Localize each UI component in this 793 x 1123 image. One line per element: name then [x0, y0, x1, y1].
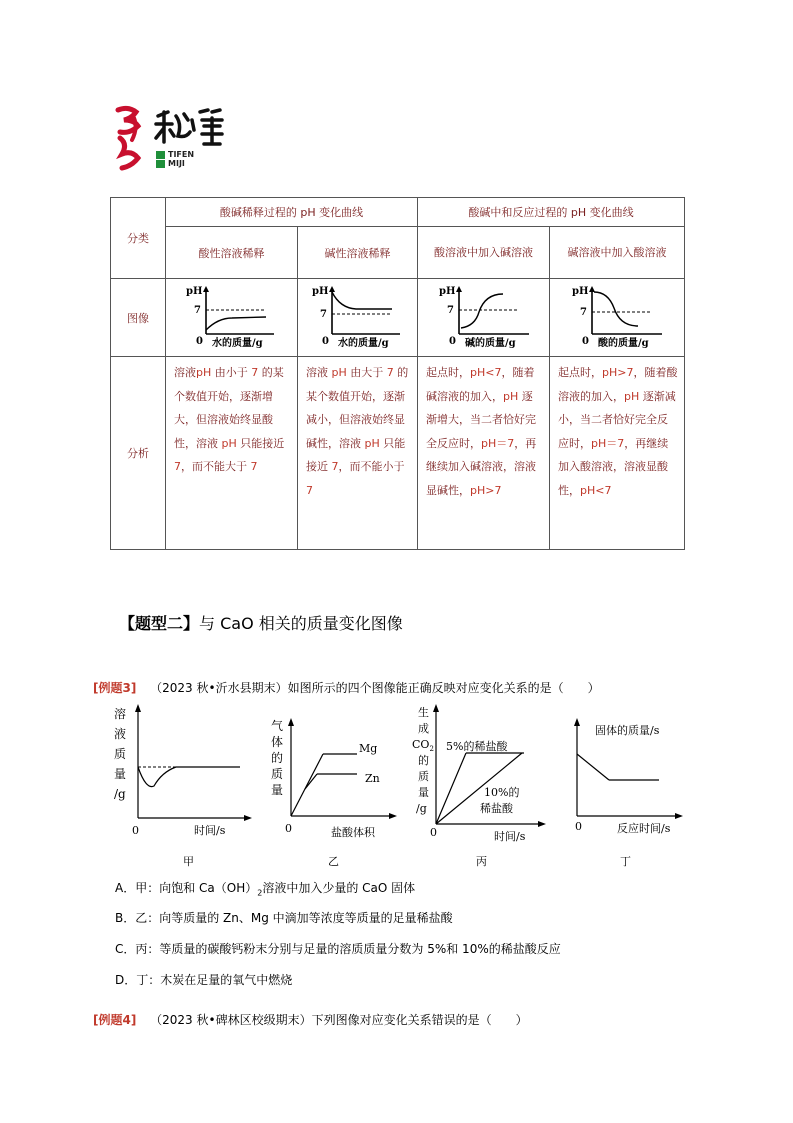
graph-origin: 0 [321, 336, 329, 347]
ph-graph-base-add-acid [562, 282, 672, 350]
header-neutralization: 酸碱中和反应过程的 pH 变化曲线 [418, 198, 685, 227]
graph-caption-ding: 丁 [620, 855, 631, 868]
sub-base-dilution: 碱性溶液稀释 [298, 227, 418, 279]
graph-ylabel: pH [572, 286, 589, 297]
analysis-acid-dilution: 溶液pH 由小于 7 的某个数值开始，逐渐增大，但溶液始终显酸性，溶液 pH 只能接近 7，而不能大于 7 [166, 357, 298, 550]
series-label-acid: 稀盐酸 [480, 802, 513, 815]
graph-caption-jia: 甲 [183, 855, 194, 868]
ylabel-char: 量 [418, 786, 429, 799]
row-label-category: 分类 [111, 198, 166, 279]
analysis-base-add-acid: 起点时，pH>7，随着酸溶液的加入，pH 逐渐减小，当二者恰好完全反应时，pH＝7，再继续加入酸溶液，溶液显酸性，pH<7 [550, 357, 685, 550]
graph-origin: 0 [582, 336, 589, 347]
ph-graph-acid-dilution [182, 282, 282, 350]
logo-mark-icon [156, 151, 165, 168]
graph-cell-acid-dilution [166, 279, 298, 357]
graph-cell-base-add-acid [550, 279, 685, 357]
graph-ymark: 7 [319, 309, 327, 320]
ylabel-char: 成 [418, 722, 429, 735]
header-dilution: 酸碱稀释过程的 pH 变化曲线 [166, 198, 418, 227]
graph-yi [265, 716, 405, 842]
graph-ymark: 7 [193, 305, 201, 316]
example4-tag: [例题4] [93, 1013, 137, 1027]
xlabel: 反应时间/s [617, 822, 671, 835]
example4-question [93, 1011, 528, 1028]
analysis-acid-add-base: 起点时，pH<7，随着碱溶液的加入，pH 逐渐增大，当二者恰好完全反应时，pH＝7，再继续加入碱溶液，溶液显碱性，pH>7 [418, 357, 550, 550]
series-label-5pct: 5%的稀盐酸 [446, 740, 508, 753]
example3-question [93, 679, 600, 696]
graph-bing [410, 702, 555, 842]
graph-xlabel: 酸的质量/g [598, 338, 649, 349]
graph-ylabel: pH [438, 286, 455, 297]
ylabel-char: 质 [114, 747, 127, 761]
section-title-bracket: 【题型二】 [119, 614, 200, 633]
ylabel-char: 生 [418, 706, 429, 719]
section-title [119, 611, 403, 634]
series-label-10pct: 10%的 [484, 786, 520, 799]
ylabel-char: /g [114, 787, 126, 801]
ylabel-co2: $CO_2$ [412, 738, 434, 753]
xlabel: 时间/s [194, 824, 226, 837]
graph-caption-yi: 乙 [328, 855, 339, 868]
graph-xlabel: 水的质量/g [337, 338, 389, 349]
section-title-text: 与 CaO 相关的质量变化图像 [199, 614, 403, 633]
graph-ymark: 7 [446, 305, 454, 316]
logo-brand-text [168, 150, 194, 168]
series-label-zn: Zn [365, 772, 380, 785]
row-label-image: 图像 [111, 279, 166, 357]
graph-cell-base-dilution [298, 279, 418, 357]
sub-acid-dilution: 酸性溶液稀释 [166, 227, 298, 279]
ylabel-char: 的 [271, 751, 284, 765]
graph-ylabel: pH [311, 286, 328, 297]
row-label-analysis: 分析 [111, 357, 166, 550]
example3-text: （2023 秋•沂水县期末）如图所示的四个图像能正确反映对应变化关系的是（ ） [150, 681, 600, 695]
graph-origin: 0 [195, 336, 203, 347]
origin-label: 0 [430, 826, 437, 839]
graph-xlabel: 水的质量/g [211, 338, 263, 349]
ylabel: 固体的质量/s [595, 724, 660, 737]
ylabel-char: 质 [271, 767, 284, 781]
origin-label: 0 [132, 824, 139, 837]
graph-ymark: 7 [580, 307, 587, 318]
ylabel-char: 液 [114, 727, 127, 741]
option-a[interactable]: A．甲：向饱和 $Ca(OH)_2$溶液中加入少量的 CaO 固体 [115, 881, 416, 898]
ylabel-char: 的 [418, 754, 429, 767]
example4-text: （2023 秋•碑林区校级期末）下列图像对应变化关系错误的是（ ） [150, 1013, 528, 1027]
analysis-base-dilution: 溶液 pH 由大于 7 的某个数值开始，逐渐减小，但溶液始终显碱性，溶液 pH 只能接近 7，而不能小于 7 [298, 357, 418, 550]
origin-label: 0 [575, 820, 582, 833]
graph-ding [565, 716, 690, 842]
logo-brand-line2: MIJI [168, 159, 185, 168]
graph-jia [110, 702, 260, 842]
graph-xlabel: 碱的质量/g [464, 338, 516, 349]
sub-base-add-acid: 碱溶液中加入酸溶液 [550, 227, 685, 279]
xlabel: 时间/s [494, 830, 526, 842]
option-c[interactable]: C．丙：等质量的碳酸钙粉末分别与足量的溶质质量分数为 5%和 10%的稀盐酸反应 [115, 942, 561, 956]
ylabel-char: 质 [418, 770, 429, 783]
ph-graph-acid-add-base [429, 282, 539, 350]
ph-graph-base-dilution [308, 282, 408, 350]
graph-ylabel: pH [185, 286, 202, 297]
ph-curve-table [110, 197, 685, 550]
ylabel-char: /g [416, 802, 427, 815]
logo-brand-line1: TIFEN [168, 150, 195, 159]
ylabel-char: 溶 [114, 707, 127, 721]
ylabel-char: 量 [271, 783, 284, 797]
graph-cell-acid-add-base [418, 279, 550, 357]
sub-acid-add-base: 酸溶液中加入碱溶液 [418, 227, 550, 279]
origin-label: 0 [285, 822, 292, 835]
graph-origin: 0 [448, 336, 456, 347]
ylabel-char: 量 [114, 767, 127, 781]
ylabel-char: 体 [271, 735, 284, 749]
xlabel: 盐酸体积 [331, 826, 375, 839]
series-label-mg: Mg [359, 742, 378, 755]
ylabel-char: 气 [271, 719, 284, 733]
example3-tag: [例题3] [93, 681, 137, 695]
graph-caption-bing: 丙 [476, 855, 487, 868]
option-b[interactable]: B．乙：向等质量的 Zn、Mg 中滴加等浓度等质量的足量稀盐酸 [115, 911, 453, 925]
brand-logo [112, 104, 242, 176]
option-d[interactable]: D．丁：木炭在足量的氧气中燃烧 [115, 973, 293, 987]
